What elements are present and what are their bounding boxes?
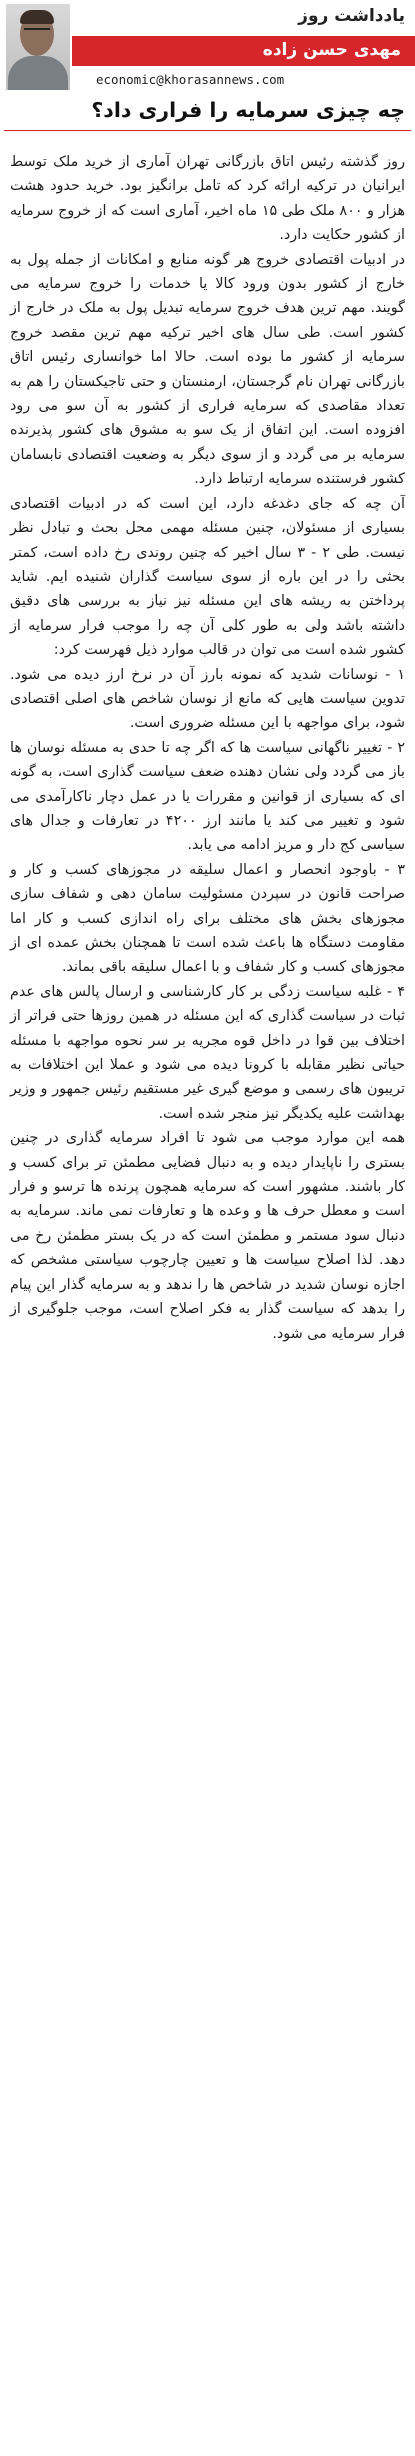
article-paragraph: در ادبیات اقتصادی خروج هر گونه منابع و امکانات از جمله پول به خارج از کشور بدون ورود کالا یا خدمات را خروج سرمایه می گویند. مهم ترین هدف خروج سرمایه تبدیل پول به ملک در خارج از کشور است. طی سال های اخیر ترکیه مهم ترین مقصد خروج سرمایه از کشور ما بوده است. حالا اما خوانساری رئیس اتاق بازرگانی تهران نام گرجستان، ارمنستان و حتی تاجیکستان را هم به تعداد مقاصدی که سرمایه فراری از کشور به آن سو می رود افزوده است. این اتفاق از یک سو به مشوق های کشور پذیرنده سرمایه بر می گردد و از سوی دیگر به وضعیت اقتصادی نابسامان کشور فرستنده سرمایه ارتباط دارد. (10, 251, 405, 488)
article-body (10, 150, 405, 1346)
headline-divider (4, 130, 411, 131)
author-email[interactable]: economic@khorasannews.com (96, 72, 285, 87)
article-paragraph: آن چه که جای دغدغه دارد، این است که در ادبیات اقتصادی بسیاری از مسئولان، چنین مسئله مهمی محل بحث و تبادل نظر نیست. طی ۲ - ۳ سال اخیر که چنین روندی رخ داده است، کمتر بحثی را در این باره از سوی سیاست گذاران شنیده ایم. شاید پرداختن به ریشه های این مسئله نیز نیاز به بررسی های دقیق داشته باشد ولی به طور کلی آن چه را موجب فرار سرمایه از کشور شده است می توان در قالب موارد ذیل فهرست کرد: (10, 495, 406, 659)
section-title: یادداشت روز (298, 6, 405, 26)
article-headline: چه چیزی سرمایه را فراری داد؟ (91, 98, 405, 122)
article-paragraph: ۳ - باوجود انحصار و اعمال سلیقه در مجوزهای کسب و کار و صراحت قانون در سپردن مسئولیت سامان دهی و شفاف سازی مجوزهای بخش های مختلف برای راه اندازی کسب و کار اما مقاومت دستگاه ها باعث شده است تا همچنان بخش عمده ای از مجوزهای کسب و کار شفاف و با اعمال سلیقه باقی بماند. (10, 861, 405, 976)
article-paragraph: ۱ - نوسانات شدید که نمونه بارز آن در نرخ ارز دیده می شود. تدوین سیاست هایی که مانع از نوسان شاخص های اصلی اقتصادی شود، برای مواجهه با این مسئله ضروری است. (10, 666, 405, 732)
article-paragraph: همه این موارد موجب می شود تا افراد سرمایه گذاری در چنین بستری را ناپایدار دیده و به دنبال فضایی مطمئن تر برای کسب و کار باشند. مشهور است که سرمایه همچون پرنده ها ترسو و فرار است و معطل حرف ها و وعده ها و تعارفات نمی ماند. سرمایه به دنبال سود مستمر و مطمئن است که در یک بستر مطمئن رخ می دهد. لذا اصلاح سیاست ها و تعیین چارچوب سیاستی مشخص که اجازه نوسان شدید در شاخص ها را ندهد و به سرمایه گذار این پیام را بدهد که سیاست گذار به فکر اصلاح است، موجب جلوگیری از فرار سرمایه می شود. (10, 1130, 405, 1342)
article-paragraph: ۴ - غلبه سیاست زدگی بر کار کارشناسی و ارسال پالس های عدم ثبات در سیاست گذاری که این مسئله در همین روزها حتی فراتر از اختلاف بین قوا در داخل قوه مجریه بر سر نحوه مواجهه با مسئله حیاتی نظیر مقابله با کرونا دیده می شود و عملا این اختلافات به تریبون های رسمی و موضع گیری غیر مستقیم رئیس جمهور و وزیر بهداشت علیه یکدیگر نیز منجر شده است. (10, 983, 405, 1122)
author-name: مهدی حسن زاده (262, 40, 401, 60)
author-photo (6, 4, 70, 90)
article-paragraph: ۲ - تغییر ناگهانی سیاست ها که اگر چه تا حدی به مسئله نوسان ها باز می گردد ولی نشان دهنده ضعف سیاست گذاری است، به گونه ای که بسیاری از قوانین و مقررات یا در عمل دچار ناکارآمدی می شود و تغییر می کند یا مانند ارز ۴۲۰۰ در تعارفات و جدال های سیاسی کج دار و مریز ادامه می یابد. (10, 739, 405, 854)
article-paragraph: روز گذشته رئیس اتاق بازرگانی تهران آماری از خرید ملک توسط ایرانیان در ترکیه ارائه کرد که تامل برانگیز بود. خرید حدود هشت هزار و ۸۰۰ ملک طی ۱۵ ماه اخیر، آماری است که از خروج سرمایه از کشور حکایت دارد. (10, 154, 405, 244)
column-header (0, 0, 415, 98)
